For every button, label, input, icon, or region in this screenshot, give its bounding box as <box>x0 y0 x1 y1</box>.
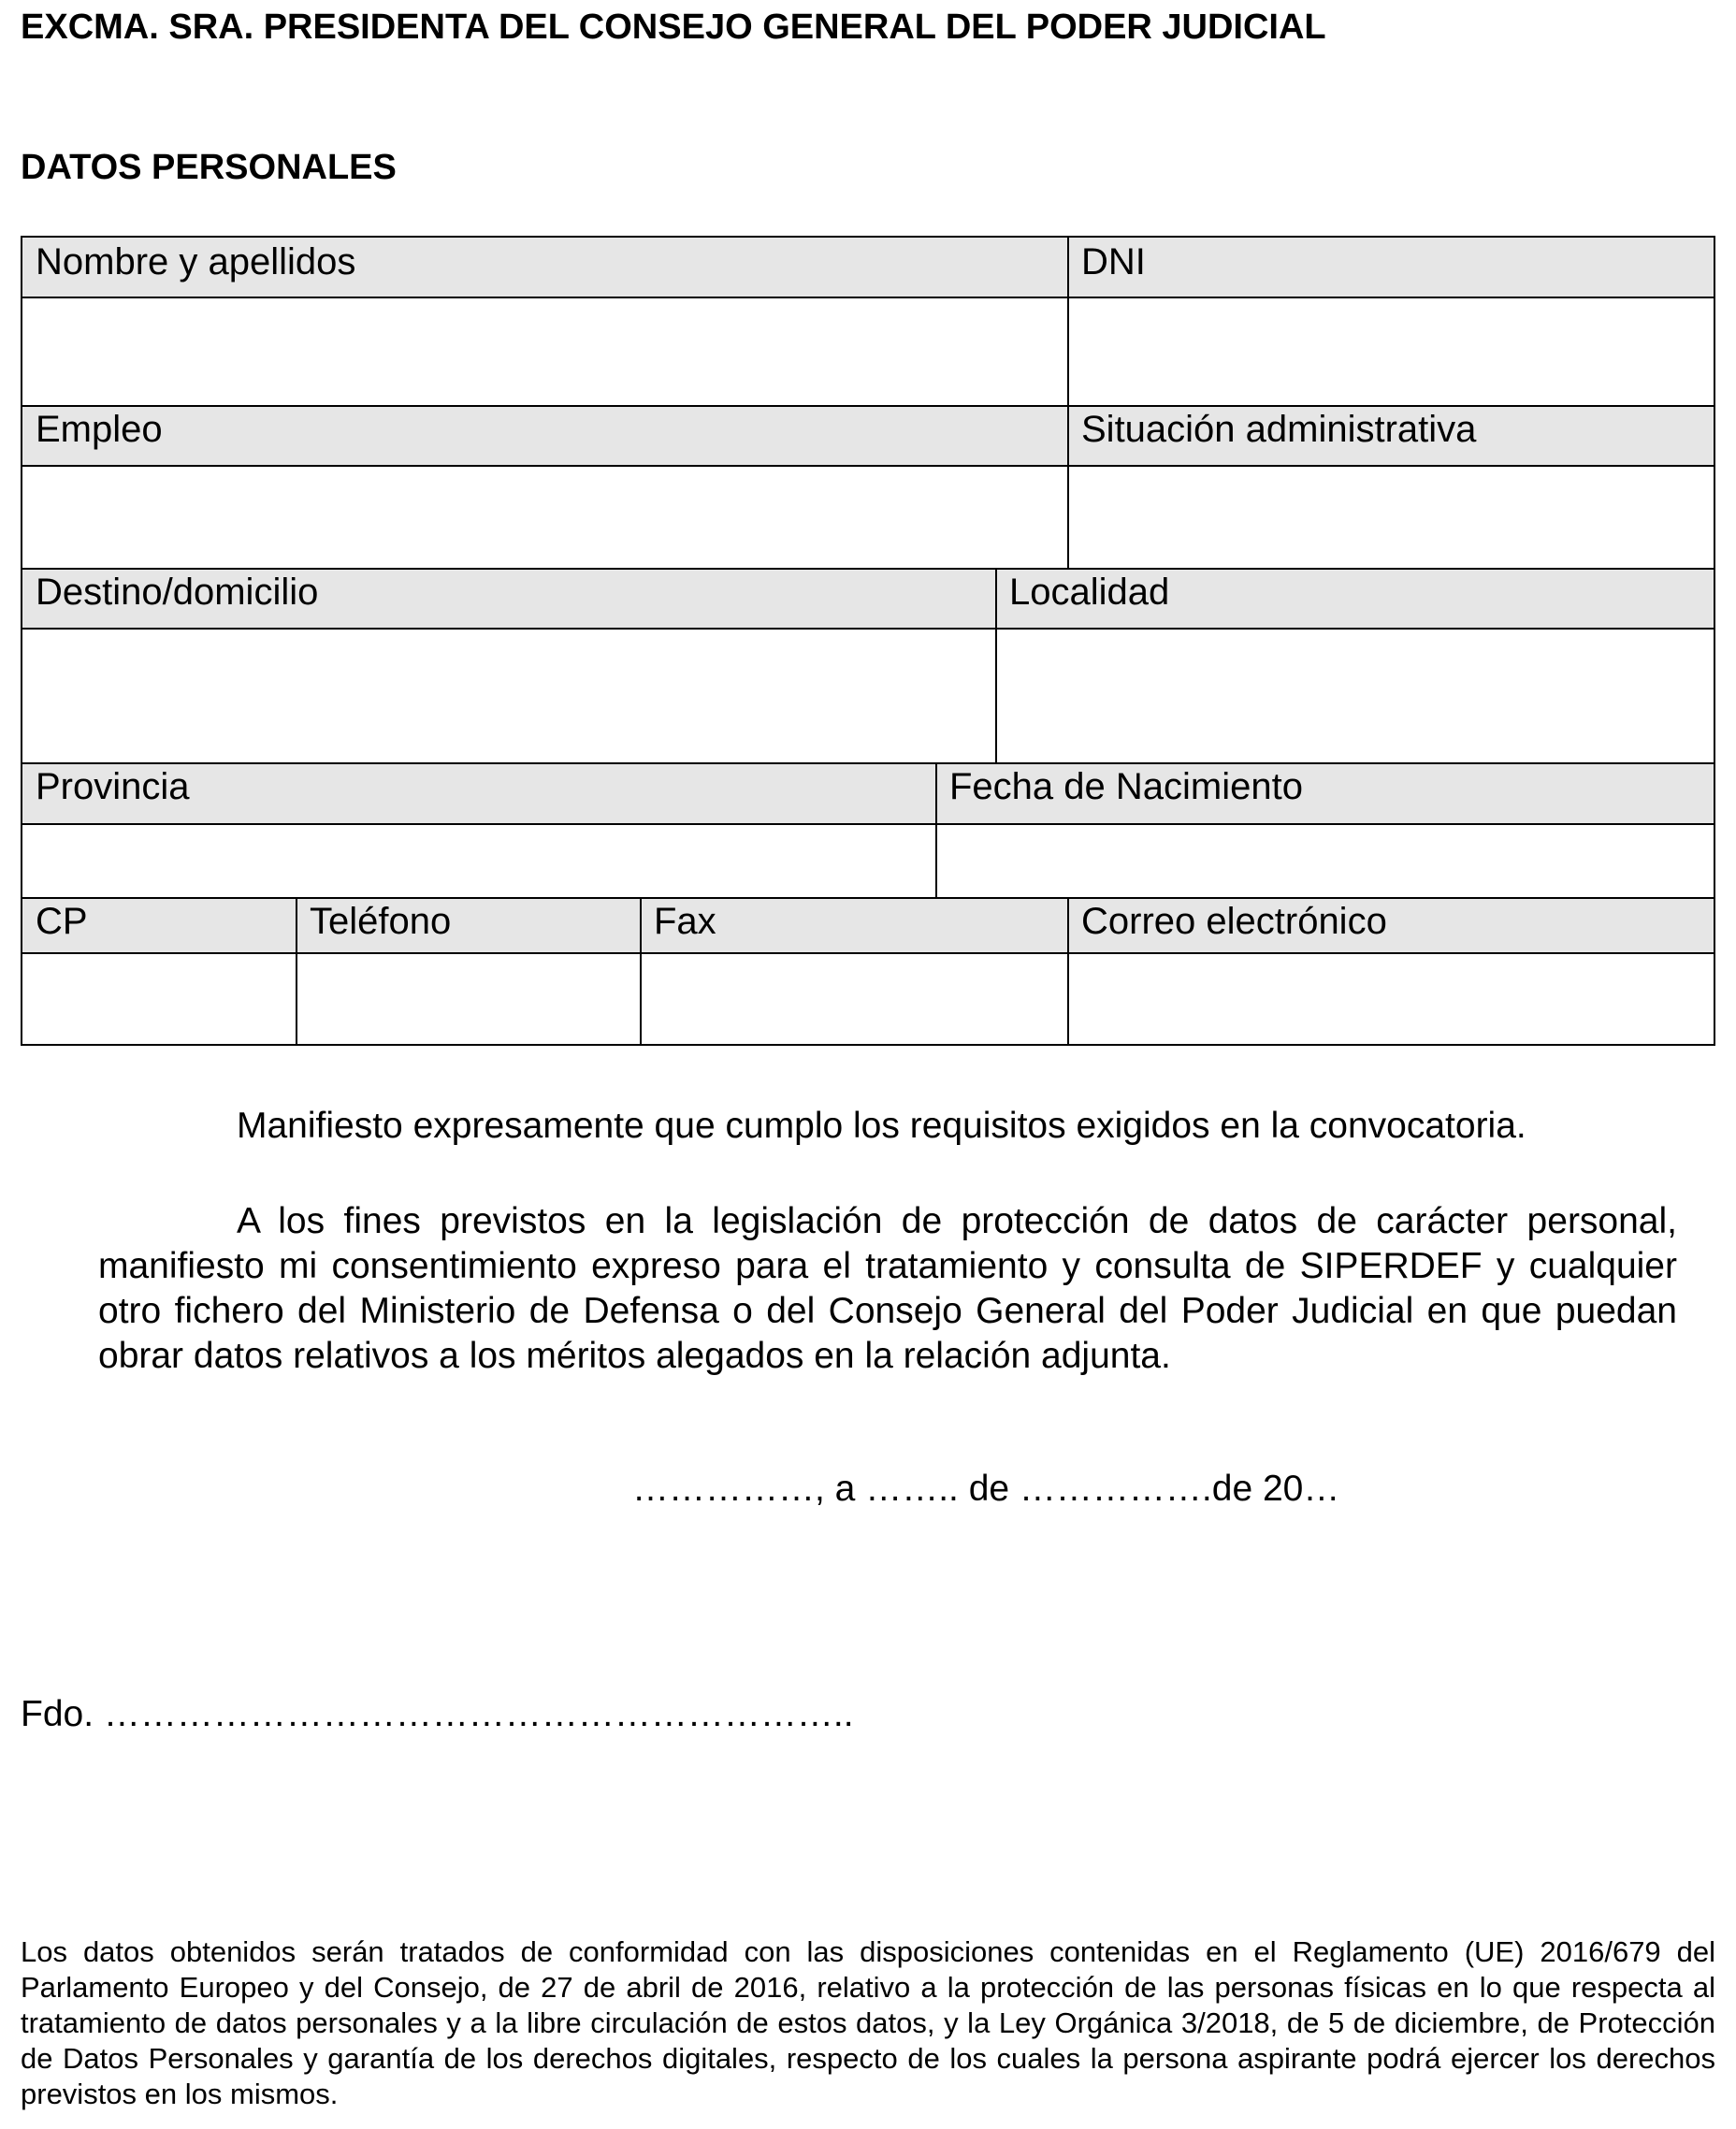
date-line: ……………, a …….. de …………….de 20… <box>632 1469 1340 1509</box>
localidad-label: Localidad <box>996 568 1714 628</box>
grid-line <box>296 897 297 1044</box>
cp-field[interactable] <box>22 952 297 1044</box>
personal-data-form <box>21 236 1715 1046</box>
grid-line <box>640 897 642 1044</box>
grid-line <box>22 952 1714 954</box>
grid-line <box>1067 897 1069 1044</box>
section-title: DATOS PERSONALES <box>21 148 397 187</box>
telefono-label: Teléfono <box>297 897 641 952</box>
grid-line <box>22 568 1714 570</box>
nombre-field[interactable] <box>22 297 1068 405</box>
grid-line <box>22 297 1714 298</box>
grid-line <box>1067 238 1069 568</box>
destino-label: Destino/domicilio <box>22 568 996 628</box>
empleo-field[interactable] <box>22 465 1068 568</box>
cp-label: CP <box>22 897 297 952</box>
situacion-label: Situación administrativa <box>1068 405 1714 465</box>
dni-field[interactable] <box>1068 297 1714 405</box>
correo-label: Correo electrónico <box>1068 897 1714 952</box>
grid-line <box>22 897 1714 899</box>
fax-label: Fax <box>641 897 1068 952</box>
telefono-field[interactable] <box>297 952 641 1044</box>
grid-line <box>935 762 937 897</box>
dni-label: DNI <box>1068 238 1714 297</box>
privacy-notice: Los datos obtenidos serán tratados de conformidad con las disposiciones contenidas en el Reglamento (UE) 2016/679 del Parlamento Europeo y del Consejo, de 27 de abril de 2016, relativo a la protección de las personas físicas en lo que respecta al tratamiento de datos personales y a la libre circulación de estos datos, y la Ley Orgánica 3/2018, de 5 de diciembre, de Protección de Datos Personales y garantía de los derechos digitales, respecto de los cuales la persona aspirante podrá ejercer los derechos previstos en los mismos. <box>21 1935 1715 2110</box>
requirements-statement: Manifiesto expresamente que cumplo los requisitos exigidos en la convocatoria. <box>237 1106 1526 1146</box>
provincia-field[interactable] <box>22 823 936 897</box>
fecha-nacimiento-label: Fecha de Nacimiento <box>936 762 1714 823</box>
provincia-label: Provincia <box>22 762 936 823</box>
nombre-label: Nombre y apellidos <box>22 238 1068 297</box>
grid-line <box>995 568 997 762</box>
fax-field[interactable] <box>641 952 1068 1044</box>
localidad-field[interactable] <box>996 628 1714 762</box>
empleo-label: Empleo <box>22 405 1068 465</box>
signature-line: Fdo. …………………………………………………….. <box>21 1694 854 1734</box>
grid-line <box>22 405 1714 407</box>
destino-field[interactable] <box>22 628 996 762</box>
grid-line <box>22 628 1714 630</box>
grid-line <box>22 465 1714 467</box>
addressee-heading: EXCMA. SRA. PRESIDENTA DEL CONSEJO GENERAL DEL PODER JUDICIAL <box>21 7 1326 47</box>
grid-line <box>22 823 1714 825</box>
fecha-nacimiento-field[interactable] <box>936 823 1714 897</box>
consent-paragraph: A los fines previstos en la legislación de protección de datos de carácter personal, manifiesto mi consentimiento expreso para el tratamiento y consulta de SIPERDEF y cualquier otro fichero del Ministerio de Defensa o del Consejo General del Poder Judicial en que puedan obrar datos relativos a los méritos alegados en la relación adjunta. <box>98 1201 1677 1376</box>
correo-field[interactable] <box>1068 952 1714 1044</box>
grid-line <box>22 762 1714 764</box>
situacion-field[interactable] <box>1068 465 1714 568</box>
